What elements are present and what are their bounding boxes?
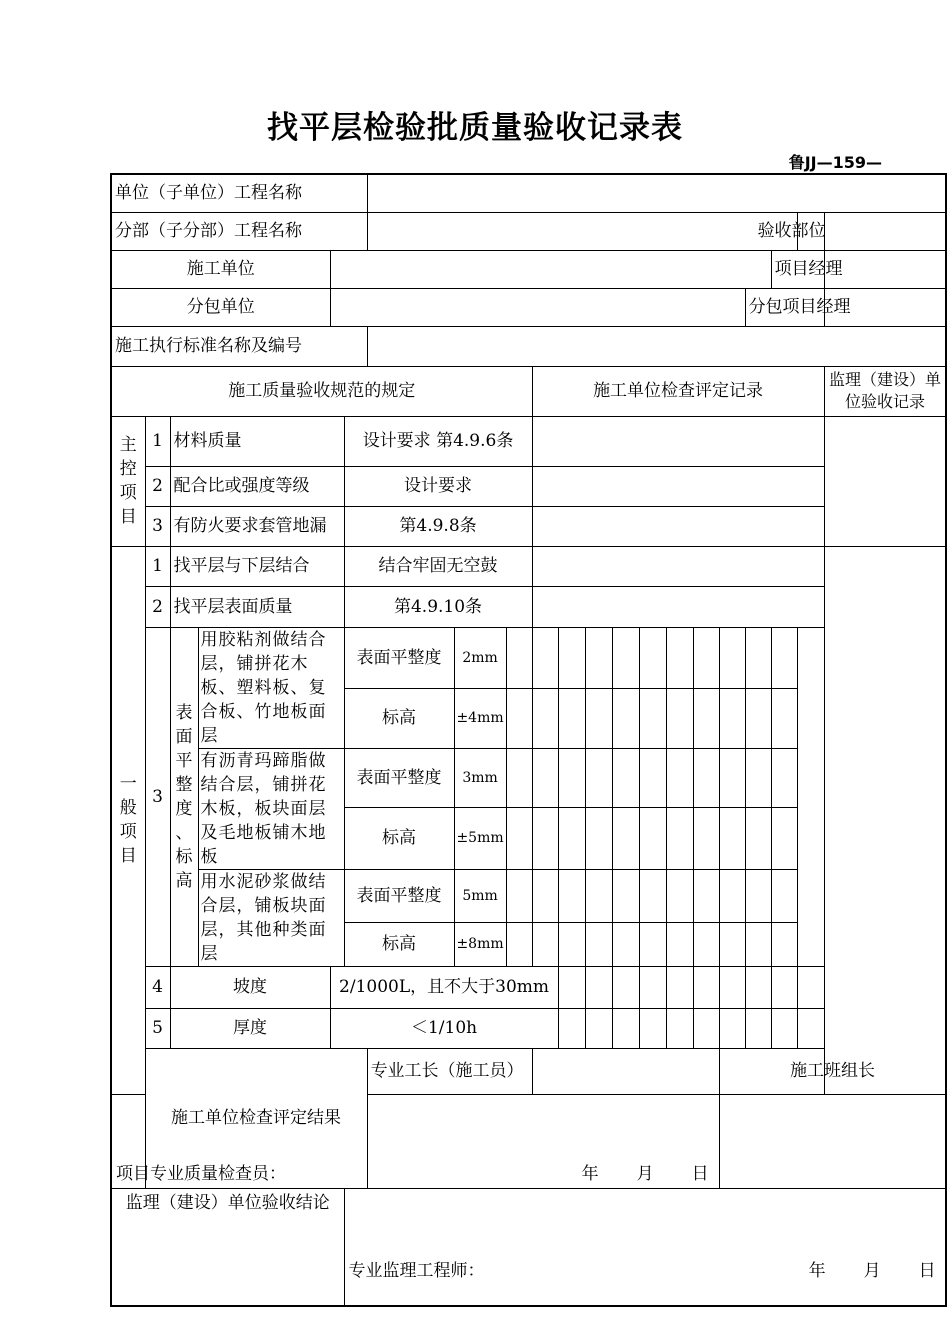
measure-cell[interactable] (585, 966, 612, 1008)
flatness-row-item: 表面平整度 (344, 869, 454, 922)
measure-cell[interactable] (639, 922, 666, 966)
sub-manager-label: 分包项目经理 (745, 288, 824, 326)
thickness-item-no: 5 (145, 1008, 170, 1048)
contractor-label: 施工单位 (111, 250, 330, 288)
main-item-check[interactable] (532, 506, 824, 546)
sub-project-field[interactable] (367, 212, 797, 250)
measure-cell[interactable] (585, 748, 612, 808)
measure-cell[interactable] (639, 627, 666, 688)
measure-cell[interactable] (558, 869, 585, 922)
slope-item-no: 4 (145, 966, 170, 1008)
check-result-field[interactable] (111, 1094, 719, 1188)
main-item-req: 设计要求 (344, 466, 532, 506)
measure-cell[interactable] (771, 627, 797, 688)
flatness-group-desc: 用水泥砂浆做结合层，铺板块面层，其他种类面层 (198, 869, 344, 966)
measure-cell[interactable] (745, 922, 771, 966)
flatness-row-tol: ±5mm (454, 808, 506, 869)
day-label: 日 (691, 1163, 709, 1184)
measure-cell[interactable] (693, 869, 719, 922)
standard-field[interactable] (367, 326, 946, 366)
flatness-row-tol: ±8mm (454, 922, 506, 966)
accept-part-field[interactable] (824, 212, 946, 250)
inspection-form (110, 173, 947, 1307)
project-manager-label: 项目经理 (771, 250, 824, 288)
measure-cell[interactable] (558, 688, 585, 748)
measure-cell[interactable] (719, 966, 745, 1008)
measure-cell[interactable] (585, 869, 612, 922)
measure-cell[interactable] (639, 1008, 666, 1048)
measure-cell[interactable] (666, 869, 693, 922)
measure-cell[interactable] (666, 1008, 693, 1048)
contractor-field[interactable] (330, 250, 771, 288)
year-label: 年 (808, 1261, 826, 1281)
flatness-group-desc: 用胶粘剂做结合层，铺拼花木板、塑料板、复合板、竹地板面层 (198, 627, 344, 748)
measure-cell[interactable] (771, 688, 797, 748)
measure-cell[interactable] (612, 922, 639, 966)
sub-project-label: 分部（子分部）工程名称 (111, 212, 367, 250)
measure-cell[interactable] (745, 748, 771, 808)
accept-part-label: 验收部位 (797, 212, 824, 250)
measure-cell[interactable] (612, 808, 639, 869)
measure-cell[interactable] (719, 808, 745, 869)
unit-project-label: 单位（子单位）工程名称 (111, 174, 367, 212)
measure-cell[interactable] (639, 688, 666, 748)
flatness-row-item: 标高 (344, 808, 454, 869)
measure-cell[interactable] (558, 1008, 585, 1048)
conclusion-date (771, 1259, 936, 1283)
measure-cell[interactable] (745, 1008, 771, 1048)
thickness-item-req: ＜1/10h (330, 1008, 558, 1048)
measure-cell[interactable] (558, 627, 585, 688)
general-item-req: 第4.9.10条 (344, 586, 532, 627)
measure-cell[interactable] (693, 808, 719, 869)
flatness-row-item: 标高 (344, 922, 454, 966)
measure-cell[interactable] (506, 748, 532, 808)
measure-cell[interactable] (612, 627, 639, 688)
main-item-no: 2 (145, 466, 170, 506)
flatness-row-tol: 2mm (454, 627, 506, 688)
main-item-name: 配合比或强度等级 (170, 466, 344, 506)
measure-cell[interactable] (719, 922, 745, 966)
supervision-conclusion-label: 监理（建设）单位验收结论 (111, 1188, 344, 1306)
flatness-row-tol: 3mm (454, 748, 506, 808)
measure-cell[interactable] (719, 748, 745, 808)
flatness-row-tol: 5mm (454, 869, 506, 922)
measure-cell[interactable] (558, 922, 585, 966)
general-item-check[interactable] (532, 546, 824, 586)
measure-cell[interactable] (666, 748, 693, 808)
measure-cell[interactable] (558, 808, 585, 869)
measure-cell[interactable] (666, 966, 693, 1008)
standard-label: 施工执行标准名称及编号 (111, 326, 367, 366)
spec-column-header: 施工质量验收规范的规定 (111, 366, 532, 416)
general-item-no: 2 (145, 586, 170, 627)
measure-cell[interactable] (585, 922, 612, 966)
measure-cell[interactable] (506, 869, 532, 922)
measure-cell[interactable] (639, 966, 666, 1008)
slope-item-req: 2/1000L，且不大于30mm (330, 966, 558, 1008)
measure-cell[interactable] (745, 869, 771, 922)
measure-cell[interactable] (639, 869, 666, 922)
general-item-name: 找平层与下层结合 (170, 546, 344, 586)
subcontractor-label: 分包单位 (111, 288, 330, 326)
main-item-no: 1 (145, 416, 170, 466)
measure-cell[interactable] (666, 808, 693, 869)
measure-cell[interactable] (612, 966, 639, 1008)
measure-cell[interactable] (719, 869, 745, 922)
measure-cell[interactable] (693, 627, 719, 688)
main-item-name: 材料质量 (170, 416, 344, 466)
measure-cell[interactable] (693, 748, 719, 808)
measure-cell[interactable] (532, 922, 558, 966)
flatness-row-item: 标高 (344, 688, 454, 748)
measure-cell[interactable] (797, 1008, 824, 1048)
check-result-label: 施工单位检查评定结果 (145, 1048, 367, 1188)
general-supervision-field[interactable] (824, 546, 946, 1094)
main-item-req: 设计要求 第4.9.6条 (344, 416, 532, 466)
measure-cell[interactable] (719, 1008, 745, 1048)
measure-cell[interactable] (612, 748, 639, 808)
flatness-row-tol: ±4mm (454, 688, 506, 748)
measure-cell[interactable] (612, 869, 639, 922)
flatness-row-item: 表面平整度 (344, 627, 454, 688)
main-item-no: 3 (145, 506, 170, 546)
measure-cell[interactable] (771, 808, 797, 869)
measure-cell[interactable] (612, 688, 639, 748)
measure-cell[interactable] (771, 748, 797, 808)
measure-cell[interactable] (666, 627, 693, 688)
measure-cell[interactable] (532, 869, 558, 922)
measure-cell[interactable] (745, 966, 771, 1008)
month-label: 月 (863, 1261, 881, 1281)
supervision-conclusion-field[interactable] (344, 1188, 946, 1306)
flatness-group-desc: 有沥青玛蹄脂做结合层，铺拼花木板，板块面层及毛地板铺木地板 (198, 748, 344, 869)
main-item-name: 有防火要求套管地漏 (170, 506, 344, 546)
measure-cell[interactable] (693, 1008, 719, 1048)
main-items-label: 主 控 项 目 (111, 416, 145, 546)
measure-cell[interactable] (585, 627, 612, 688)
page-title: 找平层检验批质量验收记录表 (267, 110, 683, 146)
engineer-label: 专业监理工程师： (348, 1261, 485, 1281)
measure-cell[interactable] (506, 627, 532, 688)
year-label: 年 (581, 1163, 599, 1184)
measure-cell[interactable] (719, 688, 745, 748)
measure-cell[interactable] (745, 688, 771, 748)
measure-cell[interactable] (612, 1008, 639, 1048)
measure-cell[interactable] (771, 1008, 797, 1048)
measure-cell[interactable] (506, 808, 532, 869)
measure-cell[interactable] (693, 966, 719, 1008)
measure-cell[interactable] (532, 808, 558, 869)
thickness-item-name: 厚度 (170, 1008, 330, 1048)
measure-cell[interactable] (585, 808, 612, 869)
general-item-no: 1 (145, 546, 170, 586)
inspector-label: 项目专业质量检查员： (116, 1163, 286, 1184)
general-item-req: 结合牢固无空鼓 (344, 546, 532, 586)
measure-cell[interactable] (532, 688, 558, 748)
measure-cell[interactable] (585, 688, 612, 748)
measure-cell[interactable] (532, 748, 558, 808)
main-item-check[interactable] (532, 466, 824, 506)
measure-cell[interactable] (771, 869, 797, 922)
day-label: 日 (918, 1261, 936, 1281)
check-column-header: 施工单位检查评定记录 (532, 366, 824, 416)
slope-item-name: 坡度 (170, 966, 330, 1008)
general-item-name: 找平层表面质量 (170, 586, 344, 627)
general-items-label: 一 般 项 目 (111, 546, 145, 1094)
general-item-check[interactable] (532, 586, 824, 627)
main-item-req: 第4.9.8条 (344, 506, 532, 546)
flatness-label: 表 面 平 整 度 、 标 高 (170, 627, 198, 966)
measure-cell[interactable] (666, 688, 693, 748)
measure-cell[interactable] (666, 922, 693, 966)
measure-cell[interactable] (719, 627, 745, 688)
measure-cell[interactable] (797, 966, 824, 1008)
measure-cell[interactable] (771, 922, 797, 966)
measure-cell[interactable] (771, 966, 797, 1008)
measure-cell[interactable] (558, 748, 585, 808)
measure-cell[interactable] (585, 1008, 612, 1048)
flatness-row-item: 表面平整度 (344, 748, 454, 808)
form-code: 鲁JJ—159— (788, 153, 882, 172)
flatness-item-no: 3 (145, 627, 170, 966)
measure-cell[interactable] (693, 922, 719, 966)
measure-cell[interactable] (558, 966, 585, 1008)
check-date (544, 1162, 709, 1186)
measure-cell[interactable] (693, 688, 719, 748)
measure-cell[interactable] (532, 627, 558, 688)
measure-cell[interactable] (639, 748, 666, 808)
measure-cell[interactable] (506, 688, 532, 748)
foreman-field[interactable] (532, 1048, 719, 1094)
unit-project-field[interactable] (367, 174, 946, 212)
team-leader-label: 施工班组长 (719, 1048, 946, 1094)
supervision-column-header: 监理（建设）单位验收记录 (824, 366, 946, 416)
subcontractor-field[interactable] (330, 288, 745, 326)
main-supervision-field[interactable] (824, 416, 946, 546)
measure-cell[interactable] (506, 922, 532, 966)
main-item-check[interactable] (532, 416, 824, 466)
measure-cell[interactable] (639, 808, 666, 869)
measure-cell[interactable] (745, 808, 771, 869)
measure-cell[interactable] (745, 627, 771, 688)
foreman-label: 专业工长（施工员） (367, 1048, 532, 1094)
month-label: 月 (636, 1163, 654, 1184)
